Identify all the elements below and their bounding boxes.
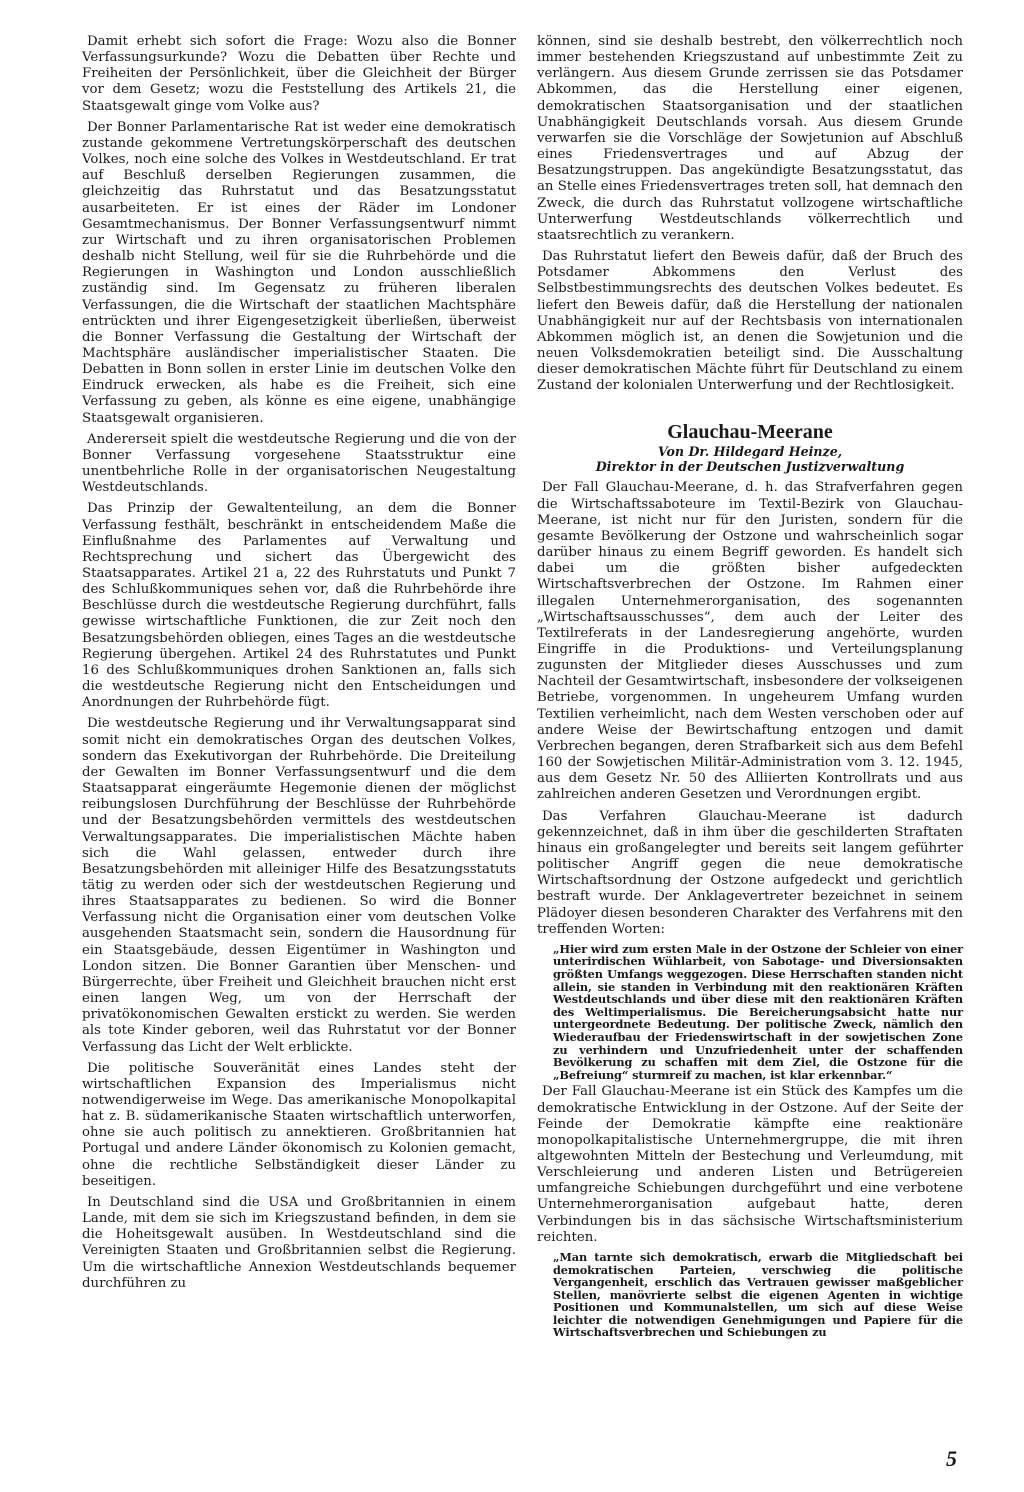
article-byline-author: Von Dr. Hildegard Heinze, xyxy=(657,444,843,460)
paragraph: Der Fall Glauchau-Meerane ist ein Stück des Kampfes um die demokratische Entwicklung in der Ostzone. Auf der Seite der Feinde der Demokratie kämpfte eine reaktionäre monopolkapitalistische Unternehmergruppe, die mit ihren altgewohnten Mitteln der Bestechung und Verleumdung, mit Verschleierung und anderen Listen und Betrügereien umfangreiche Schiebungen durchgeführt und eine verbotene Unternehmerorganisation aufgebaut hatte, deren Verbindungen bis in das sächsische Wirtschaftsministerium reichten. xyxy=(537,1084,963,1245)
paragraph: Der Fall Glauchau-Meerane, d. h. das Strafverfahren gegen die Wirtschaftssaboteure im Textil-Bezirk von Glauchau-Meerane, ist nicht nur für den Juristen, sondern für die gesamte Bevölkerung der Ostzone und wahrscheinlich sogar darüber hinaus zu einem Begriff geworden. Es handelt sich dabei um die größten bisher aufgedeckten Wirtschaftsverbrechen der Ostzone. Im Rahmen einer illegalen Unternehmerorganisation, des sogenannten „Wirtschaftsausschusses“, dem auch der Leiter des Textilreferats in der Landesregierung angehörte, wurden Eingriffe in die Produktions- und Verteilungsplanung zugunsten der Mitglieder dieses Ausschusses und zum Nachteil der Gesamtwirtschaft, insbesondere der volkseigenen Betriebe, vorgenommen. In ungeheurem Umfang wurden Textilien verheimlicht, nach dem Westen verschoben oder auf andere Weise der Bewirtschaftung entzogen und damit Verbrechen begangen, deren Strafbarkeit sich aus dem Befehl 160 der Sowjetischen Militär-Administration vom 3. 12. 1945, aus dem Gesetz Nr. 50 des Alliierten Kontrollrats und aus zahlreichen anderen Gesetzen und Verordnungen ergibt. xyxy=(537,480,963,803)
paragraph: Das Verfahren Glauchau-Meerane ist dadurch gekennzeichnet, daß in ihm über die geschilderten Straftaten hinaus ein großangelegter und bereits seit langem geführter politischer Angriff gegen die neue demokratische Wirtschaftsordnung der Ostzone aufgedeckt und gerichtlich bestraft wurde. Der Anklagevertreter bezeichnet in seinem Plädoyer diesen besonderen Charakter des Verfahrens mit den treffenden Worten: xyxy=(537,808,963,937)
paragraph: Der Bonner Parlamentarische Rat ist weder eine demokratisch zustande gekommene Vertretungskörperschaft des deutschen Volkes, noch eine solche des Volkes in Westdeutschland. Er trat auf Beschluß derselben Regierungen zusammen, die gleichzeitig das Ruhrstatut und das Besatzungsstatut ausarbeiteten. Er ist eines der Räder im Londoner Gesamtmechanismus. Der Bonner Verfassungsentwurf nimmt zur Wirtschaft und zu ihren organisatorischen Problemen deshalb nicht Stellung, weil für sie die Ruhrbehörde und die Regierungen in Washington und London ausschließlich zuständig sind. Im Gegensatz zu früheren liberalen Verfassungen, die die Wirtschaft der staatlichen Machtsphäre entrückten und ihrer Eigengesetzigkeit überließen, überweist die Bonner Verfassung die Gestaltung der Wirtschaft der Machtsphäre ausländischer imperialistischer Staaten. Die Debatten in Bonn sollen in erster Linie im deutschen Volke den Eindruck erwecken, als habe es die Freiheit, sich eine Verfassung zu geben, als könne es eine eigene, unabhängige Staatsgewalt organisieren. xyxy=(82,119,516,426)
block-quote: „Man tarnte sich demokratisch, erwarb die Mitgliedschaft bei demokratischen Parteien, verschwieg die politische Vergangenheit, erschlich das Vertrauen gewisser maßgeblicher Stellen, manövrierte selbst die eigenen Agenten in wichtige Positionen und Kommunalstellen, um sich auf diese Weise leichter die notwendigen Genehmigungen und Papiere für die Wirtschaftsverbrechen und Schiebungen zu xyxy=(553,1249,963,1340)
article-title: Glauchau-Meerane xyxy=(667,421,833,444)
paragraph: Die politische Souveränität eines Landes steht der wirtschaftlichen Expansion des Imperialismus nicht notwendigerweise im Wege. Das amerikanische Monopolkapital hat z. B. südamerikanische Staaten wirtschaftlich unterworfen, ohne sie auch politisch zu annektieren. Großbritannien hat Portugal und andere Länder ökonomisch zu Kolonien gemacht, ohne die rechtliche Selbständigkeit dieser Länder zu beseitigen. xyxy=(82,1060,516,1189)
paragraph: Die westdeutsche Regierung und ihr Verwaltungsapparat sind somit nicht ein demokratisches Organ des deutschen Volkes, sondern das Exekutivorgan der Ruhrbehörde. Die Dreiteilung der Gewalten im Bonner Verfassungsentwurf und die dem Staatsapparat eingeräumte Hegemonie dienen der möglichst reibungslosen Durchführung der Beschlüsse der Ruhrbehörde und der Besatzungsbehörden vermittels des westdeutschen Verwaltungsapparates. Die imperialistischen Mächte haben sich die Wahl gelassen, entweder durch ihre Besatzungsbehörden mit alleiniger Hilfe des Besatzungsstatuts tätig zu werden oder sich der westdeutschen Regierung und ihres Staatsapparates zu bedienen. So wird die Bonner Verfassung nicht die Organisation einer vom deutschen Volke ausgehenden Staatsmacht sein, sondern die Hausordnung für ein Staatsgebäude, dessen Eigentümer in Washington und London sitzen. Die Bonner Garantien über Menschen- und Bürgerrechte, über Freiheit und Gleichheit brauchen nicht erst einen langen Weg, um von der Herrschaft der privatökonomischen Gewalten erstickt zu werden. Sie werden als tote Kinder geboren, weil das Ruhrstatut vor der Bonner Verfassung das Licht der Welt erblickte. xyxy=(82,716,516,1055)
page-number: 5 xyxy=(946,1446,957,1471)
paragraph: Damit erhebt sich sofort die Frage: Wozu also die Bonner Verfassungsurkunde? Wozu die Debatten über Rechte und Freiheiten der Persönlichkeit, über die Gleichheit der Bürger vor dem Gesetz; wozu die Feststellung des Artikels 21, die Staatsgewalt ginge vom Volke aus? xyxy=(82,34,516,114)
paragraph: In Deutschland sind die USA und Großbritannien in einem Lande, mit dem sie sich im Kriegszustand befinden, in dem sie die Hoheitsgewalt ausüben. In Westdeutschland sind die Vereinigten Staaten und Großbritannien selbst die Regierung. Um die wirtschaftliche Annexion Westdeutschlands bequemer durchführen zu xyxy=(82,1194,516,1291)
article-byline-position: Direktor in der Deutschen Justizverwaltung xyxy=(595,459,905,475)
right-column xyxy=(537,34,963,1342)
article-header xyxy=(537,420,963,474)
paragraph: Andererseit spielt die westdeutsche Regierung und die von der Bonner Verfassung vorgesehene Staatsstruktur eine unentbehrliche Rolle in der organisatorischen Neugestaltung Westdeutschlands. xyxy=(82,431,516,496)
paragraph: Das Ruhrstatut liefert den Beweis dafür, daß der Bruch des Potsdamer Abkommens den Verlust des Selbstbestimmungsrechts des deutschen Volkes bedeutet. Es liefert den Beweis dafür, daß die Herstellung der nationalen Unabhängigkeit nur auf der Rechtsbasis von internationalen Abkommen möglich ist, an denen die Sowjetunion und die neuen Volksdemokratien beteiligt sind. Die Ausschaltung dieser demokratischen Mächte führt für Deutschland zu einem Zustand der kolonialen Unterwerfung und der Rechtlosigkeit. xyxy=(537,249,963,394)
paragraph: können, sind sie deshalb bestrebt, den völkerrechtlich noch immer bestehenden Kriegszustand auf unbestimmte Zeit zu verlängern. Aus diesem Grunde zerrissen sie das Potsdamer Abkommen, das die Herstellung einer eigenen, demokratischen Staatsorganisation und der staatlichen Unabhängigkeit Deutschlands vorsah. Aus diesem Grunde verwarfen sie die Vorschläge der Sowjetunion auf Abschluß eines Friedensvertrages und auf Abzug der Besatzungstruppen. Das angekündigte Besatzungsstatut, das an Stelle eines Friedensvertrages treten soll, hat demnach den Zweck, die durch das Ruhrstatut vollzogene wirtschaftliche Unterwerfung Westdeutschlands völkerrechtlich und staatsrechtlich zu verankern. xyxy=(537,34,963,243)
block-quote: „Hier wird zum ersten Male in der Ostzone der Schleier von einer unterirdischen Wühlarbeit, von Sabotage- und Diversionsakten größten Umfangs weggezogen. Diese Herrschaften standen nicht allein, sie standen in Verbindung mit den reaktionären Kräften Westdeutschlands und über diese mit den reaktionären Kräften des Weltimperialismus. Die Bereicherungsabsicht hatte nur untergeordnete Bedeutung. Der politische Zweck, nämlich den Wiederaufbau der Friedenswirtschaft in der sowjetischen Zone zu verhindern und Unzufriedenheit unter der schaffenden Bevölkerung zu schaffen mit dem Ziel, die Ostzone für die „Befreiung“ sturmreif zu machen, ist klar erkennbar.“ xyxy=(553,941,963,1082)
paragraph: Das Prinzip der Gewaltenteilung, an dem die Bonner Verfassung festhält, beschränkt in entscheidendem Maße die Einflußnahme des Parlamentes auf Verwaltung und Rechtsprechung und sichert das Übergewicht des Staatsapparates. Artikel 21 a, 22 des Ruhrstatuts und Punkt 7 des Schlußkommuniques sehen vor, daß die Ruhrbehörde ihre Beschlüsse durch die westdeutsche Regierung durchführt, falls gewisse wirtschaftliche Funktionen, die zur Zeit noch den Besatzungsbehörden obliegen, eines Tages an die westdeutsche Regierung übergehen. Artikel 24 des Ruhrstatutes und Punkt 16 des Schlußkommuniques drohen Sanktionen an, falls sich die westdeutsche Regierung nicht den Entscheidungen und Anordnungen der Ruhrbehörde fügt. xyxy=(82,501,516,711)
left-column xyxy=(82,34,516,1297)
